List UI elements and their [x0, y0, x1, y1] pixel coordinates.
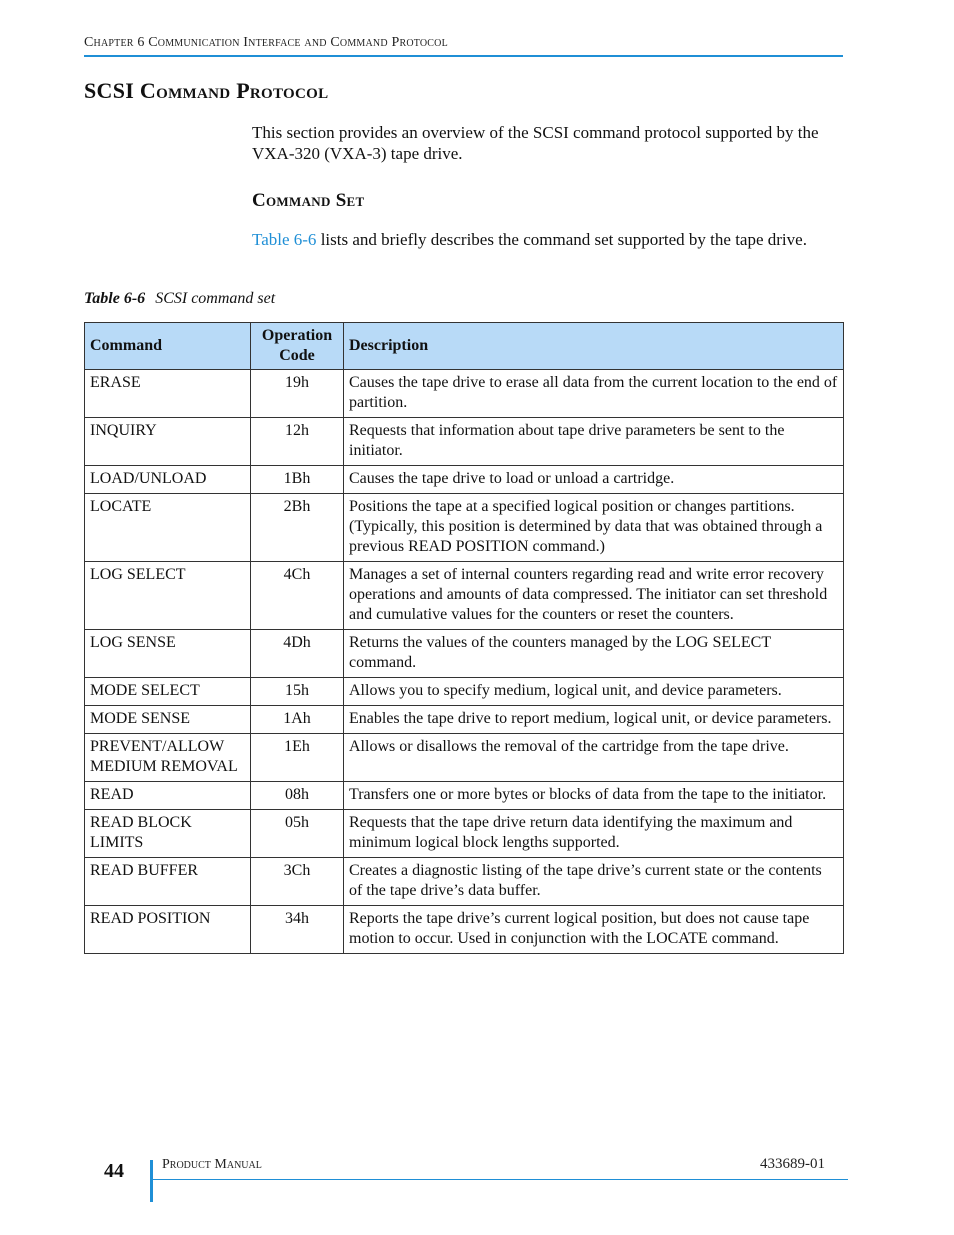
command-cell: READ BLOCK LIMITS [85, 810, 251, 858]
table-row [85, 370, 844, 418]
document-number: 433689-01 [760, 1156, 825, 1172]
caption-number: Table 6-6 [84, 290, 146, 307]
footer-bar [150, 1160, 153, 1202]
command-cell: LOCATE [85, 494, 251, 562]
footer-title: Product Manual [162, 1157, 262, 1172]
operation-code-cell: 1Eh [251, 734, 344, 782]
description-cell: Transfers one or more bytes or blocks of data from the tape to the initiator. [344, 782, 844, 810]
command-cell: ERASE [85, 370, 251, 418]
operation-code-cell: 19h [251, 370, 344, 418]
description-cell: Causes the tape drive to load or unload a cartridge. [344, 466, 844, 494]
operation-code-cell: 1Bh [251, 466, 344, 494]
table-row [85, 466, 844, 494]
command-cell: MODE SELECT [85, 678, 251, 706]
section-title: SCSI Command Protocol [84, 78, 329, 103]
table-header-row [85, 323, 844, 370]
running-head: Chapter 6 Communication Interface and Command Protocol [84, 35, 448, 50]
table-row [85, 858, 844, 906]
command-cell: READ BUFFER [85, 858, 251, 906]
operation-code-cell: 4Ch [251, 562, 344, 630]
description-cell: Reports the tape drive’s current logical position, but does not cause tape motion to occur. Used in conjunction with the LOCATE command. [344, 906, 844, 954]
description-cell: Positions the tape at a specified logical position or changes partitions. (Typically, this position is determined by data that was obtained through a previous READ POSITION command.) [344, 494, 844, 562]
table-row [85, 706, 844, 734]
description-cell: Requests that the tape drive return data identifying the maximum and minimum logical block lengths supported. [344, 810, 844, 858]
header-command: Command [85, 323, 251, 370]
page-number: 44 [104, 1160, 124, 1182]
intro-paragraph: This section provides an overview of the SCSI command protocol supported by the VXA-320 (VXA-3) tape drive. [252, 123, 819, 163]
footer-rule [150, 1179, 848, 1180]
description-cell: Enables the tape drive to report medium, logical unit, or device parameters. [344, 706, 844, 734]
header-description: Description [344, 323, 844, 370]
command-cell: READ [85, 782, 251, 810]
table-row [85, 782, 844, 810]
table-row [85, 810, 844, 858]
operation-code-cell: 34h [251, 906, 344, 954]
description-cell: Allows or disallows the removal of the cartridge from the tape drive. [344, 734, 844, 782]
operation-code-cell: 15h [251, 678, 344, 706]
operation-code-cell: 08h [251, 782, 344, 810]
reference-text: lists and briefly describes the command set supported by the tape drive. [316, 230, 807, 249]
command-cell: LOG SELECT [85, 562, 251, 630]
command-cell: READ POSITION [85, 906, 251, 954]
description-cell: Causes the tape drive to erase all data from the current location to the end of partition. [344, 370, 844, 418]
description-cell: Creates a diagnostic listing of the tape drive’s current state or the contents of the tape drive’s data buffer. [344, 858, 844, 906]
header-rule [84, 55, 843, 57]
table-reference-link[interactable]: Table 6-6 [252, 230, 317, 249]
command-cell: MODE SENSE [85, 706, 251, 734]
subsection-title: Command Set [252, 190, 365, 211]
table-caption [84, 290, 275, 308]
table-row [85, 734, 844, 782]
table-row [85, 494, 844, 562]
operation-code-cell: 1Ah [251, 706, 344, 734]
table-row [85, 906, 844, 954]
command-cell: LOAD/UNLOAD [85, 466, 251, 494]
table-body [85, 370, 844, 954]
command-cell: LOG SENSE [85, 630, 251, 678]
description-cell: Requests that information about tape drive parameters be sent to the initiator. [344, 418, 844, 466]
description-cell: Returns the values of the counters managed by the LOG SELECT command. [344, 630, 844, 678]
table-row [85, 678, 844, 706]
reference-paragraph [252, 229, 842, 250]
operation-code-cell: 3Ch [251, 858, 344, 906]
table-row [85, 630, 844, 678]
command-cell: PREVENT/ALLOW MEDIUM REMOVAL [85, 734, 251, 782]
table-row [85, 418, 844, 466]
caption-text: SCSI command set [155, 290, 276, 307]
operation-code-cell: 12h [251, 418, 344, 466]
command-cell: INQUIRY [85, 418, 251, 466]
description-cell: Allows you to specify medium, logical unit, and device parameters. [344, 678, 844, 706]
operation-code-cell: 4Dh [251, 630, 344, 678]
description-cell: Manages a set of internal counters regarding read and write error recovery operations and amounts of data compressed. The initiator can set threshold and cumulative values for the counters or reset the counters. [344, 562, 844, 630]
operation-code-cell: 2Bh [251, 494, 344, 562]
command-table [84, 322, 844, 954]
operation-code-cell: 05h [251, 810, 344, 858]
table-row [85, 562, 844, 630]
header-operation-code: Operation Code [251, 323, 344, 370]
